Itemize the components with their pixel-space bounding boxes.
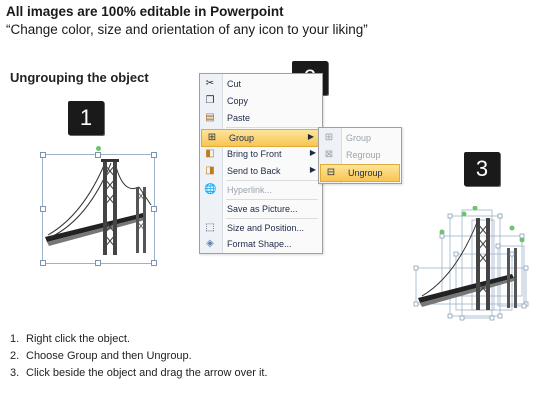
menu-item-label: Paste: [227, 113, 251, 123]
size-position-icon: ⬚: [205, 222, 215, 233]
menu-item-label: Save as Picture...: [227, 204, 298, 214]
menu-item-label: Ungroup: [348, 168, 383, 178]
group-icon: ⊞: [324, 132, 334, 143]
resize-handle[interactable]: [95, 152, 101, 158]
menu-item-label: Group: [346, 133, 372, 143]
menu-item-label: Send to Back: [227, 166, 281, 176]
menu-item-size-and-position[interactable]: [200, 220, 322, 236]
group-submenu: [318, 127, 402, 184]
bridge-image: [43, 155, 154, 263]
context-menu: [199, 73, 323, 254]
submenu-arrow-icon: ▶: [307, 132, 314, 141]
instruction-step-2: [10, 350, 192, 362]
menu-item-label: Copy: [227, 96, 249, 106]
menu-item-save-as-picture[interactable]: [200, 201, 322, 217]
submenu-item-regroup[interactable]: [319, 147, 401, 163]
hyperlink-icon: 🌐: [204, 184, 217, 195]
menu-item-label: Regroup: [346, 150, 381, 160]
menu-item-cut[interactable]: [200, 76, 322, 92]
ungroup-icon: ⊟: [326, 167, 336, 178]
instruction-number: 1.: [10, 333, 20, 345]
menu-separator: [226, 180, 318, 181]
bridge-object-ungrouped[interactable]: [412, 206, 532, 324]
resize-handle[interactable]: [40, 260, 46, 266]
regroup-icon: ⊠: [324, 149, 334, 160]
resize-handle[interactable]: [151, 152, 157, 158]
instruction-step-1: [10, 333, 130, 345]
bridge-object-selected[interactable]: [42, 154, 155, 264]
menu-item-copy[interactable]: [200, 93, 322, 109]
instruction-step-3: [10, 367, 268, 379]
copy-icon: ❐: [205, 95, 215, 106]
header-title: All images are 100% editable in Powerpoint: [6, 4, 284, 19]
menu-item-group[interactable]: [201, 129, 321, 147]
submenu-item-ungroup[interactable]: [320, 164, 400, 182]
instruction-number: 2.: [10, 350, 20, 362]
instruction-text: Choose Group and then Ungroup.: [26, 350, 192, 362]
menu-separator: [226, 199, 318, 200]
menu-item-label: Size and Position...: [227, 223, 305, 233]
instruction-text: Click beside the object and drag the arrow over it.: [26, 367, 268, 379]
format-shape-icon: ◈: [206, 238, 214, 249]
menu-separator: [226, 218, 318, 219]
menu-separator: [226, 127, 318, 128]
menu-item-send-to-back[interactable]: [200, 163, 322, 179]
resize-handle[interactable]: [40, 152, 46, 158]
group-icon: ⊞: [207, 132, 217, 143]
instruction-text: Right click the object.: [26, 333, 130, 345]
resize-handle[interactable]: [95, 260, 101, 266]
section-title: Ungrouping the object: [10, 70, 149, 85]
resize-handle[interactable]: [151, 206, 157, 212]
rotation-handle[interactable]: [96, 146, 101, 151]
submenu-item-group[interactable]: [319, 130, 401, 146]
menu-item-hyperlink[interactable]: [200, 182, 322, 198]
menu-item-label: Cut: [227, 79, 242, 89]
menu-item-label: Hyperlink...: [227, 185, 273, 195]
resize-handle[interactable]: [151, 260, 157, 266]
step-1-badge: 1: [68, 101, 104, 135]
step-3-badge: 3: [464, 152, 500, 186]
menu-item-label: Bring to Front: [227, 149, 282, 159]
bring-front-icon: ◧: [205, 148, 215, 159]
menu-item-label: Format Shape...: [227, 239, 292, 249]
submenu-arrow-icon: ▶: [309, 165, 316, 174]
ungrouped-bridge-image: [412, 206, 532, 324]
resize-handle[interactable]: [40, 206, 46, 212]
menu-item-label: Group: [229, 133, 255, 143]
send-back-icon: ◨: [205, 165, 215, 176]
menu-item-paste[interactable]: [200, 110, 322, 126]
paste-icon: ▤: [205, 112, 215, 123]
scissors-icon: ✂: [205, 78, 215, 89]
menu-item-format-shape[interactable]: [200, 236, 322, 252]
header-subtitle: “Change color, size and orientation of any icon to your liking”: [6, 22, 368, 37]
submenu-arrow-icon: ▶: [309, 148, 316, 157]
menu-item-bring-to-front[interactable]: [200, 146, 322, 162]
instruction-number: 3.: [10, 367, 20, 379]
